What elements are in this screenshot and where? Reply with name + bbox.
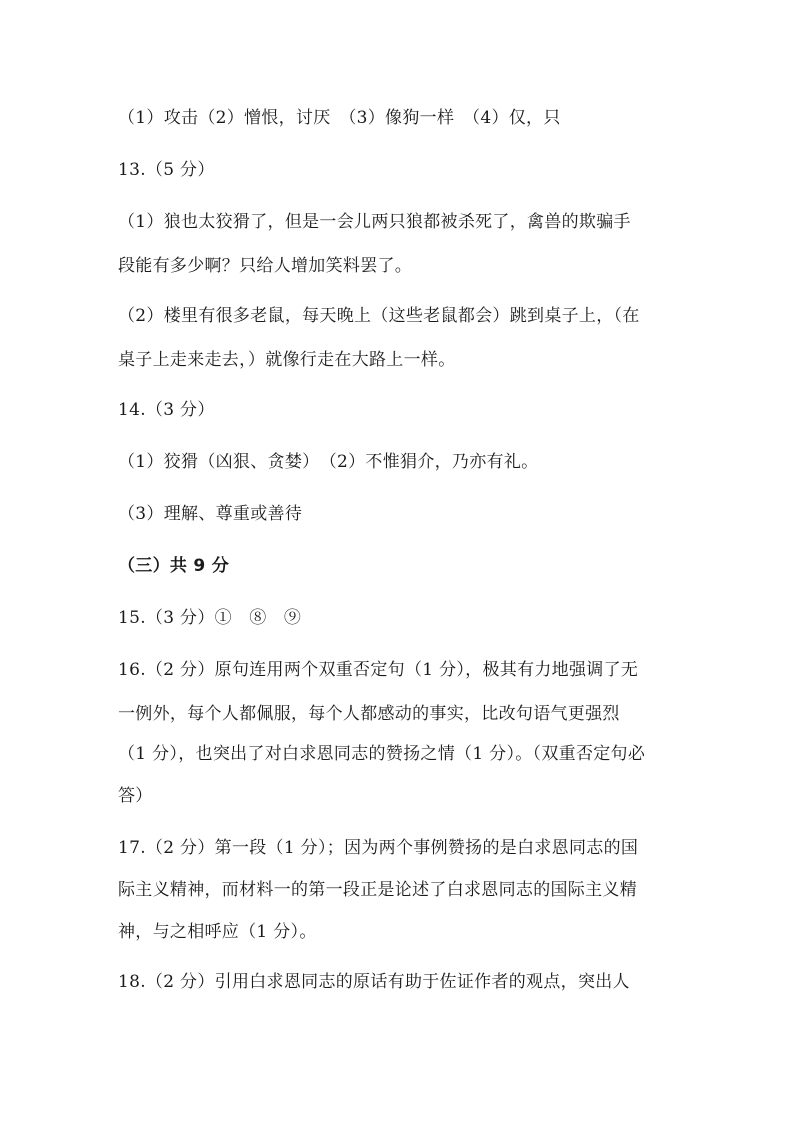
answer-14-1-2: （1）狡猾（凶狠、贪婪） （2）不惟狷介，乃亦有礼。: [118, 452, 539, 472]
answer-17-line-2: 际主义精神，而材料一的第一段正是论述了白求恩同志的国际主义精: [118, 880, 637, 900]
answer-16-line-1: 16.（2 分）原句连用两个双重否定句（1 分），极其有力地强调了无: [118, 660, 639, 680]
section-3-heading: （三）共 9 分: [118, 556, 230, 576]
answer-13-1-line-2: 段能有多少啊？只给人增加笑料罢了。: [118, 256, 413, 276]
answer-17-line-3: 神，与之相呼应（1 分）。: [118, 922, 317, 942]
answer-15: 15.（3 分）① ⑧ ⑨: [118, 608, 302, 628]
answer-18-line-1: 18.（2 分）引用白求恩同志的原话有助于佐证作者的观点，突出人: [118, 972, 630, 992]
question-14-header: 14.（3 分）: [118, 400, 215, 420]
answer-16-line-3: （1 分），也突出了对白求恩同志的赞扬之情（1 分）。（双重否定句必: [118, 744, 646, 764]
question-13-header: 13.（5 分）: [118, 160, 215, 180]
answer-13-1-line-1: （1）狼也太狡猾了，但是一会儿两只狼都被杀死了，禽兽的欺骗手: [118, 212, 631, 232]
answer-17-line-1: 17.（2 分）第一段（1 分）；因为两个事例赞扬的是白求恩同志的国: [118, 838, 639, 858]
answer-13-2-line-2: 桌子上走来走去，）就像行走在大路上一样。: [118, 350, 456, 370]
answer-16-line-2: 一例外，每个人都佩服，每个人都感动的事实，比改句语气更强烈: [118, 704, 620, 724]
answer-16-line-4: 答）: [118, 786, 153, 806]
answer-13-2-line-1: （2）楼里有很多老鼠，每天晚上（这些老鼠都会）跳到桌子上，（在: [118, 306, 640, 326]
answer-14-3: （3）理解、尊重或善待: [118, 504, 303, 524]
answer-12-items: （1）攻击（2）憎恨，讨厌 （3）像狗一样 （4）仅，只: [118, 108, 561, 128]
